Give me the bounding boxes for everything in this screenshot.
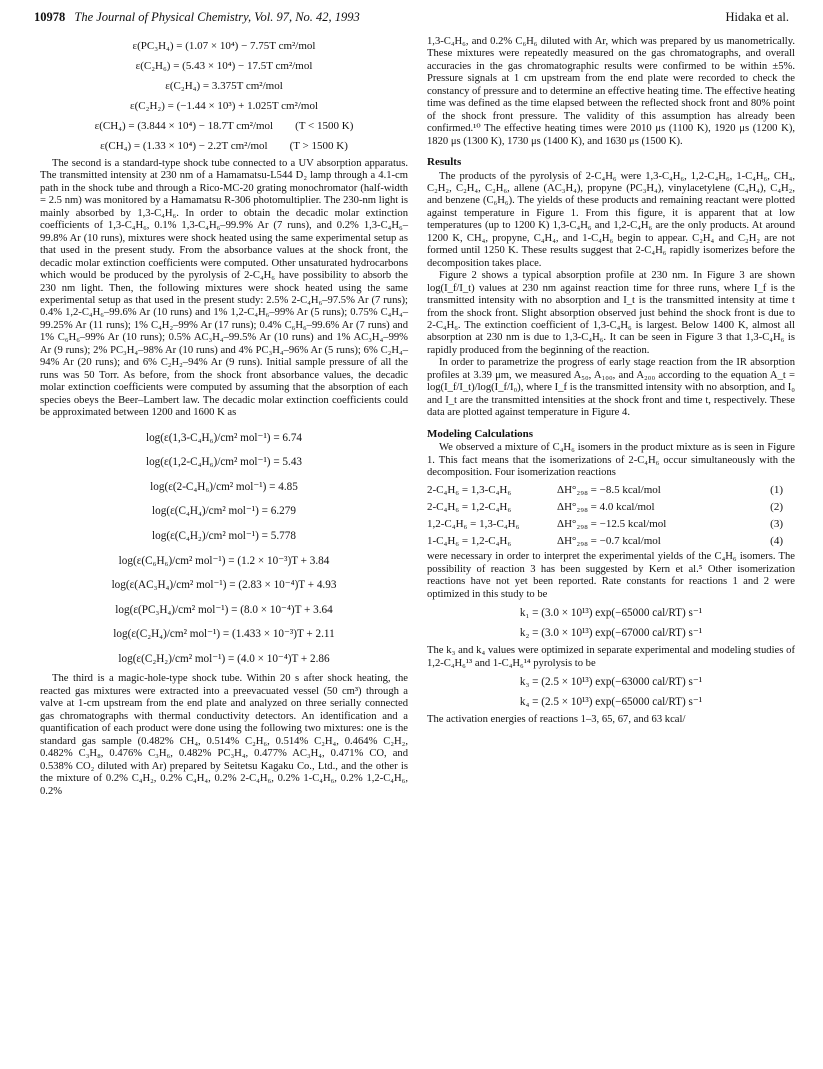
equation: log(ε(1,2-C₄H₆)/cm² mol⁻¹) = 5.43 (145, 456, 303, 469)
paragraph: Figure 2 shows a typical absorption profile at 230 nm. In Figure 3 are shown log(I_f/I_t) values at 230 nm against reaction time for three runs, where I_f is the transmitted intensity with no absorption and I_t is the transmitted intensity at time t from the shock front. Slight absorption observed just behind the shock front is due to 2-C₄H₆. The extinction coefficient of 1,3-C₄H₆ is largest. Below 1400 K, almost all absorption at 230 nm is due to 1,3-C₄H₆. It can be seen in Figure 3 that 1,3-C₄H₆ is rapidly produced from the beginning of the reaction. (427, 270, 795, 356)
equation: log(ε(C₄H₂)/cm² mol⁻¹) = 5.778 (152, 529, 296, 542)
equation: log(ε(PC₃H₄)/cm² mol⁻¹) = (8.0 × 10⁻⁴)T + 3.64 (115, 603, 333, 616)
paragraph: The k₃ and k₄ values were optimized in separate experimental and modeling studies of 1,2-C₄H₆¹³ and 1-C₄H₆¹⁴ pyrolysis to be (427, 645, 795, 669)
header-authors: Hidaka et al. (725, 10, 789, 24)
paragraph: 1,3-C₄H₆, and 0.2% C₆H₆ diluted with Ar, which was prepared by us manometrically. These mixtures were repeatedly measured on the gas chromatographs, and overall accuracies in the gas chromatographic results were confirmed to be within ±5%. Pressure signals at 1 cm upstream from the end plate were recorded to check the constancy of pressure and to determine an effective heating time. The effective heating time was defined as the time elapsed between the reflected shock front and 80% point of the shock front pressure. The validity of this assumption has already been confirmed.¹⁰ The effective heating times were 2010 μs (1100 K), 1920 μs (1200 K), 1820 μs (1300 K), 1730 μs (1400 K), and 1630 μs (1500 K). (427, 36, 795, 147)
rate-constant-equation: k₃ = (2.5 × 10¹³) exp(−63000 cal/RT) s⁻¹ (519, 675, 703, 688)
running-header (34, 10, 789, 28)
equation: ε(C₂H₄) = 3.375T cm²/mol (165, 79, 283, 92)
equation-condition: (T > 1500 K) (289, 139, 348, 152)
equation: ε(C₂H₂) = (−1.44 × 10³) + 1.025T cm²/mol (129, 99, 318, 112)
extinction-equations-log (40, 426, 408, 672)
equation: log(ε(1,3-C₄H₆)/cm² mol⁻¹) = 6.74 (145, 431, 303, 444)
reaction-row: 1-C₄H₆ = 1,2-C₄H₆ ΔH°₂₉₈ = −0.7 kcal/mol (4) (427, 534, 783, 547)
reaction-row: 1,2-C₄H₆ = 1,3-C₄H₆ ΔH°₂₉₈ = −12.5 kcal/mol (3) (427, 517, 783, 530)
rate-constant-equation: k₂ = (3.0 × 10¹³) exp(−67000 cal/RT) s⁻¹ (519, 626, 703, 639)
rate-constant-equation: k₁ = (3.0 × 10¹³) exp(−65000 cal/RT) s⁻¹ (519, 606, 703, 619)
equation: log(ε(C₆H₆)/cm² mol⁻¹) = (1.2 × 10⁻³)T + 3.84 (118, 554, 330, 567)
equation: ε(CH₄) = (3.844 × 10⁴) − 18.7T cm²/mol (T < 1500 K) (94, 119, 354, 132)
equation: ε(CH₄) = (1.33 × 10⁴) − 2.2T cm²/mol (T > 1500 K) (100, 139, 348, 152)
reaction-row: 2-C₄H₆ = 1,3-C₄H₆ ΔH°₂₉₈ = −8.5 kcal/mol (1) (427, 483, 783, 496)
equation: log(ε(2-C₄H₆)/cm² mol⁻¹) = 4.85 (150, 480, 298, 493)
paragraph: The products of the pyrolysis of 2-C₄H₆ were 1,3-C₄H₆, 1,2-C₄H₆, 1-C₄H₆, CH₄, C₂H₂, C₂H₄, C₂H₆, allene (AC₃H₄), propyne (PC₃H₄), vinylacetylene (C₄H₄), C₄H₂, and benzene (C₆H₆). The yields of these products and remaining reactant were plotted against temperature in Figure 1. From this figure, it is apparent that at low temperatures (up to 1200 K) 1,3-C₄H₆ and 1,2-C₄H₆ are the only products. At around 1200 K, CH₄, propyne, C₄H₄, and 1-C₄H₆ begin to appear. C₂H₄ and C₂H₂ are not formed until 1250 K. These results suggest that 2-C₄H₆ rapidly isomerizes before the decomposition takes place. (427, 170, 795, 269)
section-heading-results: Results (427, 156, 462, 169)
paragraph: The second is a standard-type shock tube connected to a UV absorption apparatus. The transmitted intensity at 230 nm of a Hamamatsu-L544 D₂ lamp through a 4.1-cm path in the shock tube and through a Rico-MC-20 grating monochromator (half-width = 2.5 nm) was monitored by a Hamamatsu R-306 photomultiplier. The 230-nm light is mainly absorbed by 1,3-C₄H₆. In order to obtain the decadic molar extinction coefficients of 1,3-C₄H₆, 0.1% 1,3-C₄H₆–99.9% Ar (7 runs), and 0.2% 1,3-C₄H₆–99.8% Ar (10 runs), mixtures were shock heated using the same experimental setup as that used in the present study. From the absorbance values at the shock front, the decadic molar extinction coefficients were computed. Other unsaturated hydrocarbons which would be produced by the pyrolysis of 2-C₄H₆ have possibility to absorb the 230 nm light. Then, the following mixtures were shock heated using the same experimental setup as that used in the present study: 2.5% 2-C₄H₆–97.5% Ar (7 runs); 0.4% 1,2-C₄H₆–99.6% Ar (10 runs) and 1% 1,2-C₄H₆–99% Ar (5 runs); 0.75% C₄H₄–99.25% Ar (11 runs); 1% C₄H₂–99% Ar (17 runs); 0.4% C₆H₆–99.6% Ar (7 runs) and 1% C₆H₆–99% Ar (10 runs); 0.5% AC₃H₄–99.5% Ar (10 runs) and 1% AC₃H₄–99% Ar (9 runs); 2% PC₃H₄–98% Ar (10 runs) and 4% PC₃H₄–96% Ar (5 runs); 6% C₂H₄–94% Ar (20 runs); and 6% C₂H₂–94% Ar (9 runs). Initial sample pressure of all the runs was 50 Torr. As before, from the shock front absorbance values, the decadic molar extinction coefficients were computed by assuming that the absorption of each species obeys the Beer–Lambert law. The decadic molar extinction coefficients could be approximated between 1200 and 1600 K as (40, 158, 408, 419)
left-column (40, 36, 408, 798)
header-left (34, 10, 360, 25)
equation: ε(PC₃H₄) = (1.07 × 10⁴) − 7.75T cm²/mol (132, 39, 316, 52)
paragraph: The activation energies of reactions 1–3, 65, 67, and 63 kcal/ (427, 714, 686, 726)
right-column (427, 36, 795, 727)
page-number: 10978 (34, 10, 66, 24)
rate-constant-equation: k₄ = (2.5 × 10¹³) exp(−65000 cal/RT) s⁻¹ (519, 695, 703, 708)
paragraph: were necessary in order to interpret the experimental yields of the C₄H₆ isomers. The possibility of reaction 3 has been suggested by Kern et al.⁵ Other isomerization reactions have not yet been reported. Rate constants for reactions 1 and 2 were optimized in this study to be (427, 551, 795, 600)
equation: log(ε(C₄H₄)/cm² mol⁻¹) = 6.279 (152, 505, 296, 518)
paragraph: We observed a mixture of C₄H₆ isomers in the product mixture as is seen in Figure 1. This fact means that the isomerizations of 2-C₄H₆ occur simultaneously with the decomposition. Four isomerization reactions (427, 442, 795, 478)
equation: log(ε(C₂H₄)/cm² mol⁻¹) = (1.433 × 10⁻³)T + 2.11 (113, 628, 335, 641)
paragraph: In order to parametrize the progress of early stage reaction from the IR absorption profiles at 3.39 μm, we measured A₅₀, A₁₀₀, and A₂₀₀ according to the equation A_t = log(I_f/I_t)/log(I_f/I₀), where I_f is the transmitted intensity with no absorption, and I₀ and I_t are the transmitted intensities at the shock front and time t, respectively. These data are plotted against temperature in Figure 4. (427, 357, 795, 419)
journal-citation: The Journal of Physical Chemistry, Vol. 97, No. 42, 1993 (74, 10, 360, 24)
equation: log(ε(AC₃H₄)/cm² mol⁻¹) = (2.83 × 10⁻⁴)T + 4.93 (111, 579, 337, 592)
equation: ε(C₂H₆) = (5.43 × 10⁴) − 17.5T cm²/mol (135, 59, 313, 72)
paragraph: The third is a magic-hole-type shock tube. Within 20 s after shock heating, the reacted gas mixtures were extracted into a preevacuated vessel (50 cm³) through a valve at 1-cm upstream from the end plate and analyzed on three serially connected gas chromatographs with thermal conductivity detectors. An identification and a quantification of each product were done using the following two mixtures: one is the standard gas sample (0.482% CH₄, 0.514% C₂H₆, 0.514% C₂H₄, 0.464% C₂H₂, 0.482% C₃H₈, 0.476% C₃H₆, 0.482% PC₃H₄, 0.477% AC₃H₄, 0.471% CO, and 0.538% CO₂ diluted with Ar) prepared by Seitetsu Kagaku Co., Ltd., and the other is the mixture of 0.2% C₄H₂, 0.2% C₄H₄, 0.2% 2-C₄H₆, 0.2% 1-C₄H₆, 0.2% 1,2-C₄H₆, 0.2% (40, 673, 408, 797)
equation: log(ε(C₂H₂)/cm² mol⁻¹) = (4.0 × 10⁻⁴)T + 2.86 (118, 652, 330, 665)
equation-condition: (T < 1500 K) (295, 119, 354, 132)
reaction-row: 2-C₄H₆ = 1,2-C₄H₆ ΔH°₂₉₈ = 4.0 kcal/mol (2) (427, 500, 783, 513)
section-heading-modeling: Modeling Calculations (427, 427, 534, 440)
extinction-equations-linear (40, 36, 408, 156)
reaction-list (427, 481, 795, 549)
